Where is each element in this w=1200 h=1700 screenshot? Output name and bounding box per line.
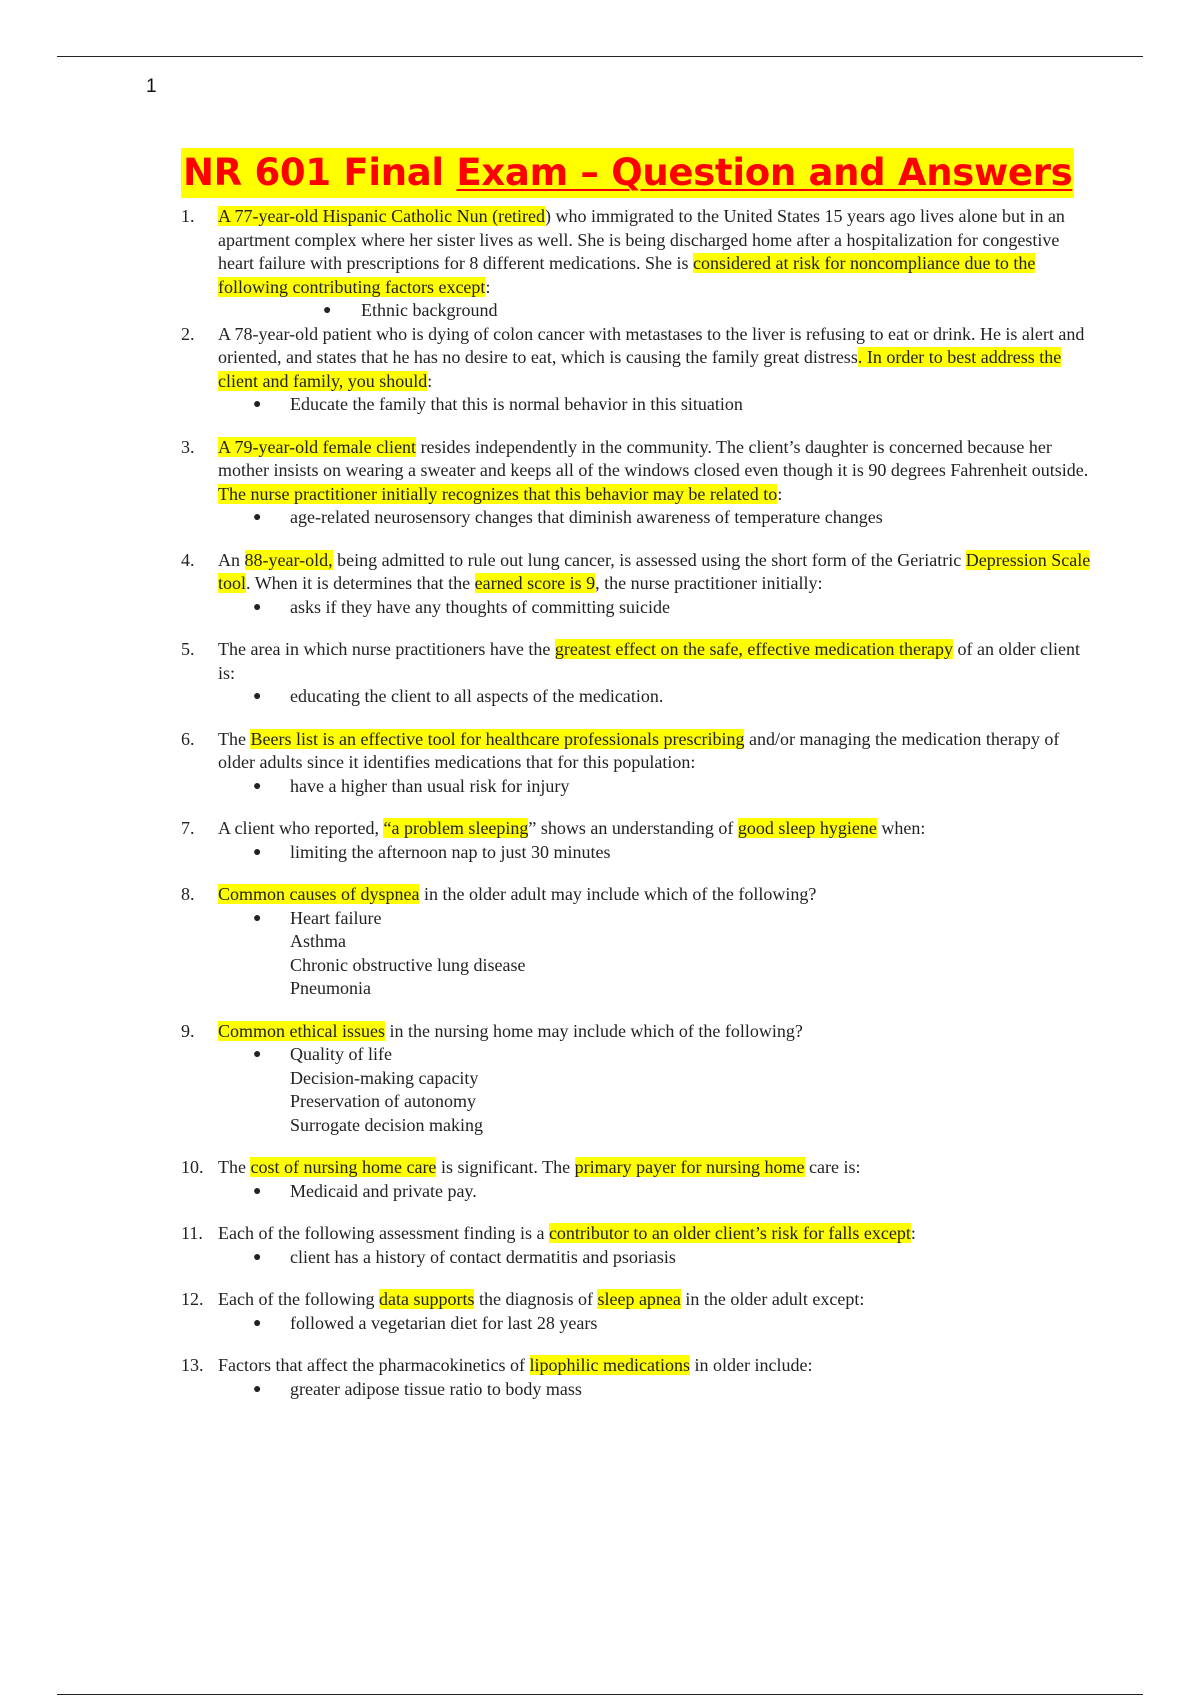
question-item xyxy=(181,1288,1091,1335)
answer-text: Asthma xyxy=(290,931,346,951)
question-item xyxy=(181,817,1091,864)
question-text-segment: in the older adult may include which of the following? xyxy=(419,884,817,904)
answer-block xyxy=(218,393,1091,417)
answer-block xyxy=(218,1378,1091,1402)
question-text xyxy=(218,205,1091,299)
answer-text: have a higher than usual risk for injury xyxy=(290,775,570,796)
question-text xyxy=(218,549,1091,596)
question-number: 10. xyxy=(181,1157,204,1177)
question-item xyxy=(181,1222,1091,1269)
answer-block xyxy=(218,1043,1091,1137)
answer-text: Pneumonia xyxy=(290,978,371,998)
question-text-segment: and/or managing the medication therapy of older adults since it identifies medications that for this population: xyxy=(218,728,1060,772)
answer-block xyxy=(218,907,1091,1001)
answer-block xyxy=(218,299,1091,323)
question-text xyxy=(218,728,1091,775)
highlighted-text: data supports xyxy=(378,1289,475,1309)
answer-text: client has a history of contact dermatitis and psoriasis xyxy=(290,1246,676,1267)
answer-block xyxy=(218,1312,1091,1336)
answer-block xyxy=(218,775,1091,799)
question-text-segment: Factors that affect the pharmacokinetics of xyxy=(218,1355,530,1375)
answer-text: Ethnic background xyxy=(361,300,498,320)
question-item xyxy=(181,638,1091,709)
highlighted-text: good sleep hygiene xyxy=(737,818,877,838)
answer-text: Decision-making capacity xyxy=(290,1067,479,1088)
bullet-icon: ● xyxy=(253,778,262,794)
answer-text: limiting the afternoon nap to just 30 minutes xyxy=(290,841,611,862)
question-text-segment: : xyxy=(777,483,783,504)
bullet-icon: ● xyxy=(253,1315,262,1331)
bullet-icon: ● xyxy=(253,510,262,525)
bullet-icon: ● xyxy=(253,689,262,704)
bullet-icon: ● xyxy=(253,844,262,860)
bullet-icon: ● xyxy=(253,1249,262,1265)
question-item xyxy=(181,1156,1091,1203)
highlighted-text: . In order to best address the client and family, you should xyxy=(218,347,1062,391)
question-item xyxy=(181,323,1091,417)
answer-block xyxy=(218,1246,1091,1270)
question-text-segment: : xyxy=(485,276,491,297)
question-text-segment: when: xyxy=(876,818,926,838)
question-text xyxy=(218,1020,1091,1044)
question-text-segment: the diagnosis of xyxy=(474,1289,598,1309)
question-text-segment: Each of the following assessment finding is a xyxy=(218,1223,549,1243)
question-text xyxy=(218,817,1091,841)
answer-text: Quality of life xyxy=(290,1044,392,1064)
question-item xyxy=(181,436,1091,530)
answer-text: Educate the family that this is normal behavior in this situation xyxy=(290,394,743,414)
question-text xyxy=(218,638,1091,685)
highlighted-text: “a problem sleeping xyxy=(383,818,529,838)
highlighted-text: primary payer for nursing home xyxy=(574,1157,805,1177)
answer-block xyxy=(218,1180,1091,1204)
question-number: 3. xyxy=(181,436,195,457)
answer-text: Medicaid and private pay. xyxy=(290,1180,477,1201)
highlighted-text: contributor to an older client’s risk for falls except xyxy=(548,1223,911,1243)
question-text-segment: The area in which nurse practitioners have the xyxy=(218,639,555,659)
question-text xyxy=(218,1288,1091,1312)
answer-text: Surrogate decision making xyxy=(290,1114,483,1135)
highlighted-text: A 77-year-old Hispanic Catholic Nun (retired xyxy=(218,206,546,226)
highlighted-text: Common causes of dyspnea xyxy=(218,884,420,904)
question-text-segment: in the nursing home may include which of the following? xyxy=(384,1020,803,1041)
highlighted-text: Depression Scale tool xyxy=(218,549,1091,593)
question-text-segment: ) who immigrated to the United States 15 years ago lives alone but in an apartment complex where her sister lives as well. She is being discharged home after a hospitalization for congestive heart failure with prescriptions for 8 different medications. She is xyxy=(218,206,1065,273)
answer-text: asks if they have any thoughts of committing suicide xyxy=(290,596,670,617)
question-list xyxy=(181,205,1091,1401)
question-number: 2. xyxy=(181,323,195,344)
bullet-icon: ● xyxy=(323,303,332,318)
bullet-icon: ● xyxy=(253,910,262,926)
answer-block xyxy=(218,685,1091,709)
question-text xyxy=(218,1156,1091,1180)
question-item xyxy=(181,205,1091,323)
highlighted-text: Common ethical issues xyxy=(218,1020,385,1041)
question-item xyxy=(181,728,1091,799)
highlighted-text: earned score is 9 xyxy=(474,573,596,593)
answer-text: Heart failure xyxy=(290,907,382,928)
question-number: 11. xyxy=(181,1223,203,1243)
question-text-segment: A client who reported, xyxy=(218,818,384,838)
question-text-segment: of an older client is: xyxy=(218,639,1080,683)
highlighted-text: sleep apnea xyxy=(597,1289,681,1309)
question-text-segment: : xyxy=(910,1223,916,1243)
header-rule xyxy=(57,56,1143,57)
question-text-segment: being admitted to rule out lung cancer, is assessed using the short form of the Geriatric xyxy=(332,549,966,570)
highlighted-text: A 79-year-old female client xyxy=(218,436,417,457)
question-text-segment: care is: xyxy=(804,1157,861,1177)
question-text-segment: An xyxy=(218,549,245,570)
page-number: 1 xyxy=(146,76,157,97)
highlighted-text: greatest effect on the safe, effective medication therapy xyxy=(554,639,953,659)
answer-block xyxy=(218,506,1091,530)
answer-text: age-related neurosensory changes that diminish awareness of temperature changes xyxy=(290,507,883,527)
question-item xyxy=(181,549,1091,620)
answer-text: greater adipose tissue ratio to body mass xyxy=(290,1378,582,1399)
question-number: 7. xyxy=(181,818,195,838)
question-item xyxy=(181,1354,1091,1401)
question-text-segment: Each of the following xyxy=(218,1289,379,1309)
question-number: 4. xyxy=(181,549,195,570)
question-number: 13. xyxy=(181,1355,204,1375)
question-text-segment: is significant. The xyxy=(436,1157,575,1177)
question-text xyxy=(218,1222,1091,1246)
answer-text: educating the client to all aspects of the medication. xyxy=(290,686,664,706)
question-text xyxy=(218,1354,1091,1378)
question-text-segment: The xyxy=(218,1157,251,1177)
question-number: 5. xyxy=(181,639,195,659)
bullet-icon: ● xyxy=(253,1183,262,1199)
question-text-segment: in older include: xyxy=(690,1355,813,1375)
highlighted-text: lipophilic medications xyxy=(529,1355,691,1375)
answer-text: followed a vegetarian diet for last 28 years xyxy=(290,1312,598,1333)
bullet-icon: ● xyxy=(253,397,262,412)
question-text-segment: ” shows an understanding of xyxy=(528,818,738,838)
question-text-segment: . When it is determines that the xyxy=(246,573,475,593)
question-text xyxy=(218,323,1091,394)
footer-rule xyxy=(57,1694,1143,1695)
question-text-segment: The xyxy=(218,728,251,749)
title-part-underlined: Exam – Question and Answers xyxy=(456,151,1073,194)
question-text-segment: : xyxy=(427,370,433,391)
highlighted-text: cost of nursing home care xyxy=(250,1157,437,1177)
highlighted-text: Beers list is an effective tool for healthcare professionals prescribing xyxy=(250,728,745,749)
question-item xyxy=(181,1020,1091,1138)
highlighted-text: 88-year-old, xyxy=(244,549,333,570)
question-item xyxy=(181,883,1091,1001)
bullet-icon: ● xyxy=(253,599,262,615)
question-number: 1. xyxy=(181,206,195,226)
title-part-plain: NR 601 Final xyxy=(183,151,457,194)
question-text-segment: , the nurse practitioner initially: xyxy=(595,573,823,593)
highlighted-text: The nurse practitioner initially recognizes that this behavior may be related to xyxy=(218,483,778,504)
answer-block xyxy=(218,841,1091,865)
answer-block xyxy=(218,596,1091,620)
question-text-segment: A 78-year-old patient who is dying of colon cancer with metastases to the liver is refusing to eat or drink. He is alert and oriented, and states that he has no desire to eat, which is causing the family great distress xyxy=(218,323,1085,367)
question-number: 6. xyxy=(181,728,195,749)
page-title xyxy=(181,148,1074,198)
bullet-icon: ● xyxy=(253,1047,262,1062)
question-number: 8. xyxy=(181,884,195,904)
answer-text: Preservation of autonomy xyxy=(290,1091,476,1111)
answer-text: Chronic obstructive lung disease xyxy=(290,954,526,975)
question-text-segment: in the older adult except: xyxy=(680,1289,865,1309)
question-number: 9. xyxy=(181,1020,195,1041)
question-text-segment: resides independently in the community. The client’s daughter is concerned because her mother insists on wearing a sweater and keeps all of the windows closed even though it is 90 degrees Fahrenheit outside. xyxy=(218,436,1089,480)
highlighted-text: considered at risk for noncompliance due to the following contributing factors except xyxy=(218,253,1036,297)
question-text xyxy=(218,436,1091,507)
question-text xyxy=(218,883,1091,907)
bullet-icon: ● xyxy=(253,1381,262,1397)
question-number: 12. xyxy=(181,1289,204,1309)
